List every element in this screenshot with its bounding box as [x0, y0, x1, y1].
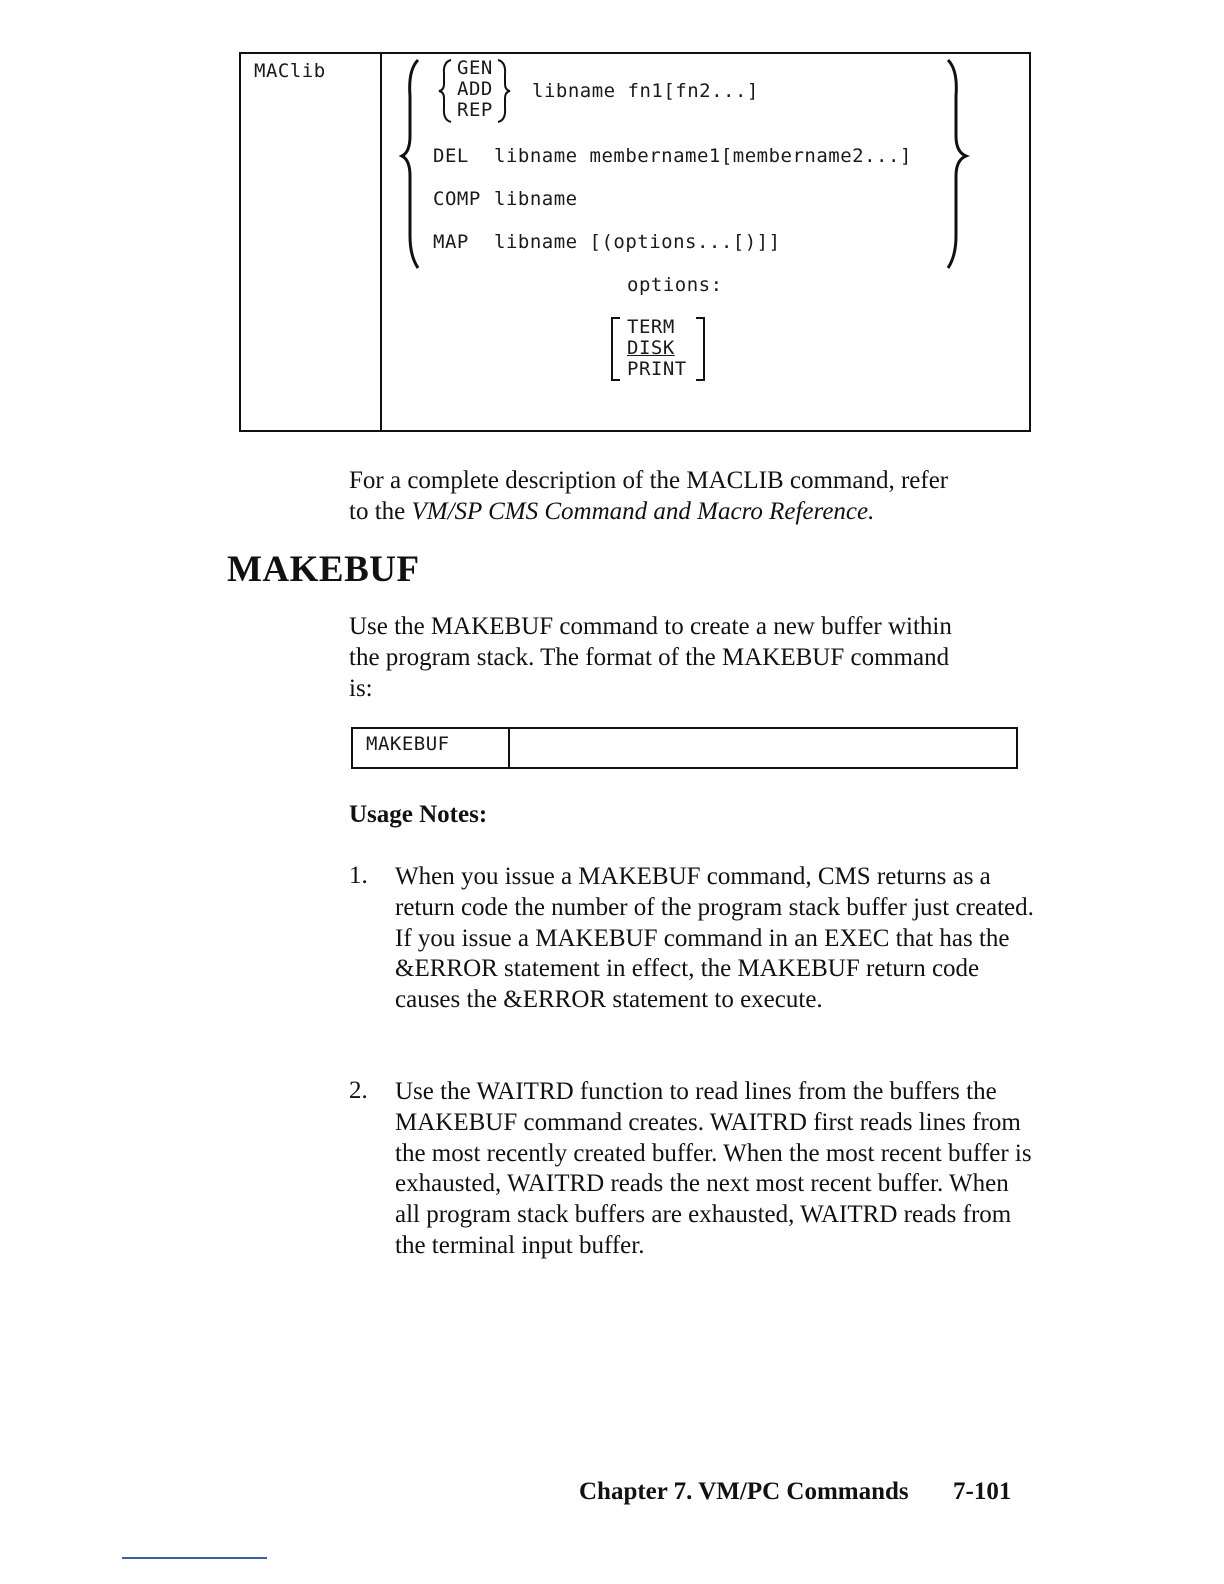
del-args: libname membername1[membername2...]: [494, 145, 912, 167]
desc-line-1: Use the MAKEBUF command to create a new buffer within: [349, 613, 952, 640]
maclib-command-name: MAClib: [254, 60, 326, 82]
makebuf-syntax-box: [351, 727, 1018, 769]
options-list: [627, 317, 687, 380]
intro-line-2: [349, 496, 948, 527]
del-op: DEL: [433, 145, 469, 167]
comp-op: COMP: [433, 188, 481, 210]
add-ops-right-brace: [494, 58, 514, 124]
intro-line-2-prefix: to the: [349, 498, 412, 525]
intro-paragraph: [349, 465, 948, 527]
maclib-left-brace: [396, 56, 436, 272]
note-1-number: 1.: [349, 862, 368, 889]
add-args: libname fn1[fn2...]: [532, 80, 759, 102]
options-label: options:: [627, 274, 723, 296]
map-op: MAP: [433, 231, 469, 253]
option-print: PRINT: [627, 358, 687, 380]
note-1-text: When you issue a MAKEBUF command, CMS returns as a return code the number of the program stack buffer just created. If you issue a MAKEBUF command in an EXEC that has the &ERROR statement in effect, the MAKEBUF return code causes the &ERROR statement to execute.: [395, 863, 1034, 1014]
option-term: TERM: [627, 316, 675, 338]
add-ops-list: [457, 58, 493, 121]
makebuf-command-name: MAKEBUF: [366, 733, 450, 755]
op-add: ADD: [457, 78, 493, 100]
section-heading: MAKEBUF: [227, 549, 420, 590]
op-gen: GEN: [457, 57, 493, 79]
op-rep: REP: [457, 99, 493, 121]
usage-notes-heading: Usage Notes:: [349, 801, 488, 828]
option-disk: DISK: [627, 337, 675, 359]
maclib-right-brace: [940, 56, 980, 272]
intro-line-1: For a complete description of the MACLIB command, refer: [349, 467, 949, 494]
footer-chapter: Chapter 7. VM/PC Commands: [579, 1478, 909, 1505]
makebuf-description: [349, 611, 952, 704]
desc-line-2: the program stack. The format of the MAKEBUF command: [349, 644, 950, 671]
reference-title: VM/SP CMS Command and Macro Reference.: [411, 498, 875, 525]
maclib-syntax-divider: [380, 52, 382, 432]
map-args: libname [(options...[)]]: [494, 231, 781, 253]
desc-line-3: is:: [349, 675, 373, 702]
note-2-number: 2.: [349, 1077, 368, 1104]
makebuf-syntax-divider: [508, 727, 510, 769]
footer-page-number: 7-101: [953, 1478, 1012, 1505]
footer-rule: [122, 1557, 267, 1559]
comp-args: libname: [494, 188, 578, 210]
note-2-text: Use the WAITRD function to read lines from the buffers the MAKEBUF command creates. WAITRD first reads lines from the most recently created buffer. When the most recent buffer is exhausted, WAITRD reads the next most recent buffer. When all program stack buffers are exhausted, WAITRD reads from the terminal input buffer.: [395, 1078, 1032, 1259]
add-ops-left-brace: [437, 58, 457, 124]
